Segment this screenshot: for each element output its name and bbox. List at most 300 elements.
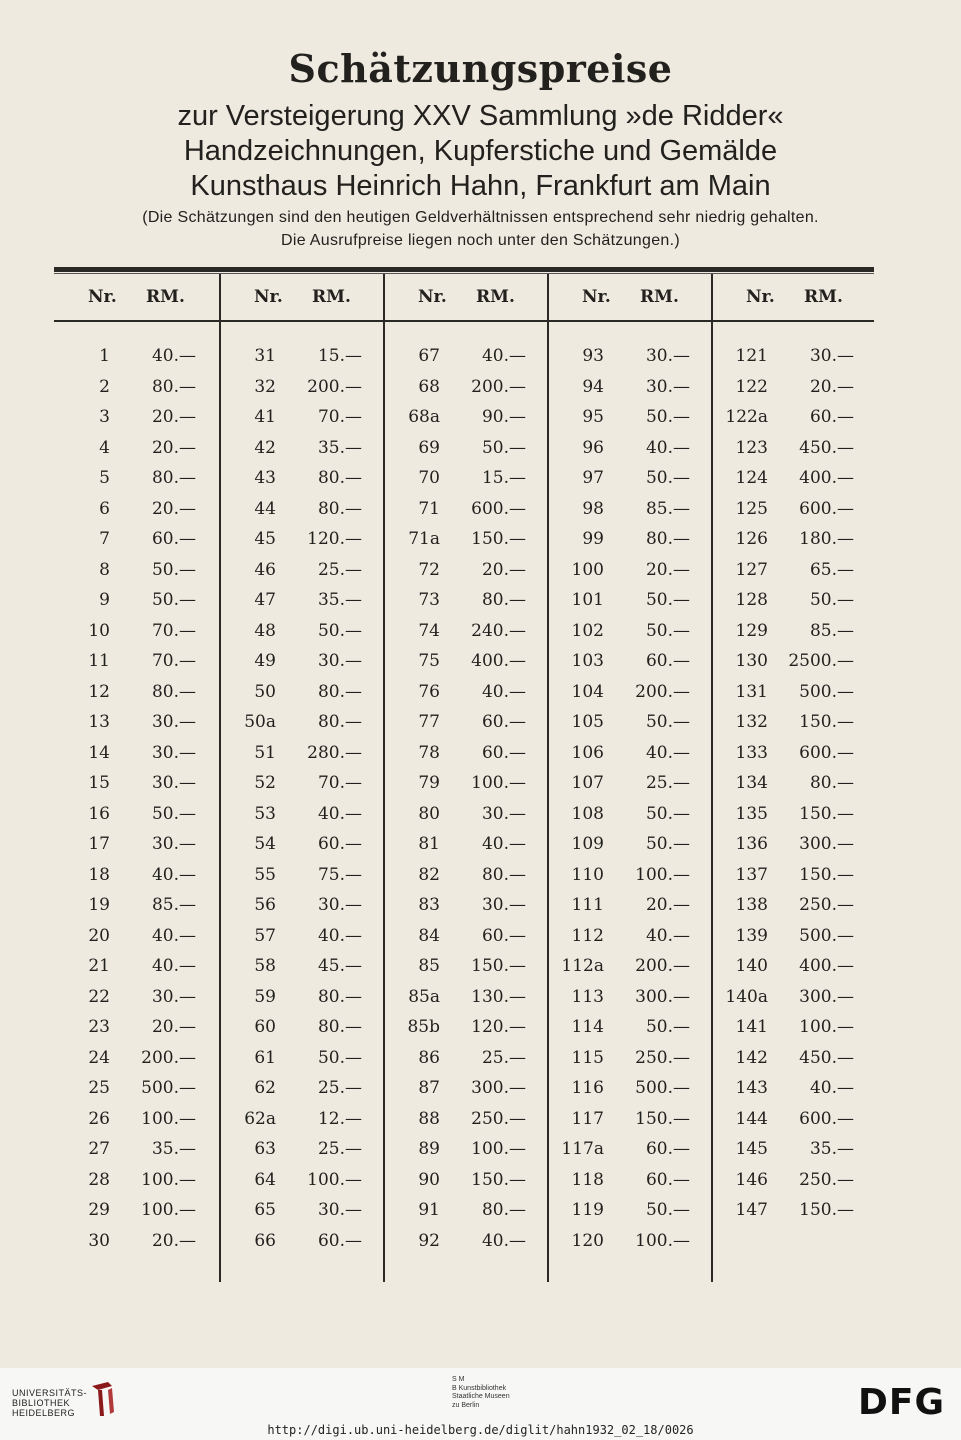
lot-number: 113 [571, 986, 604, 1007]
table-row [548, 651, 712, 682]
lot-number: 114 [571, 1017, 604, 1037]
lot-number: 135 [735, 803, 768, 824]
table-row [384, 773, 548, 804]
lot-number: 117a [561, 1139, 604, 1159]
table-row [220, 1017, 384, 1048]
museum-stamp: S M B Kunstbibliothek Staatliche Museen zu Berlin [452, 1376, 510, 1409]
estimate-price: 70.— [151, 651, 196, 671]
estimate-price: 35.— [151, 1139, 196, 1159]
table-row [220, 926, 384, 957]
table-row [548, 590, 712, 621]
lot-number: 85b [407, 1017, 440, 1037]
table-row [54, 834, 218, 865]
table-row [384, 804, 548, 835]
estimate-price: 500.— [799, 925, 854, 946]
table-row [712, 468, 876, 499]
lot-number: 103 [571, 651, 604, 671]
estimate-price: 20.— [645, 895, 690, 915]
estimate-price: 40.— [645, 437, 690, 458]
estimate-price: 2500.— [788, 651, 854, 671]
table-row [54, 1048, 218, 1079]
lot-number: 28 [88, 1169, 110, 1190]
table-row [54, 773, 218, 804]
estimate-price: 30.— [645, 376, 690, 397]
lot-number: 125 [735, 498, 768, 519]
lot-number: 97 [582, 468, 604, 488]
lot-number: 73 [418, 590, 440, 610]
estimate-price: 100.— [141, 1200, 196, 1220]
estimate-price: 30.— [809, 346, 854, 366]
table-row [712, 1139, 876, 1170]
estimate-price: 150.— [635, 1108, 690, 1129]
table-row [384, 956, 548, 987]
lot-number: 144 [735, 1108, 768, 1129]
estimate-price: 80.— [809, 773, 854, 793]
table-row [384, 1139, 548, 1170]
estimate-price: 60.— [645, 1169, 690, 1190]
table-header-rule [54, 320, 874, 322]
table-row [54, 1078, 218, 1109]
estimate-price: 25.— [317, 1139, 362, 1159]
estimate-price: 60.— [317, 834, 362, 854]
table-row [54, 529, 218, 560]
lot-number: 57 [254, 925, 276, 946]
estimate-price: 30.— [151, 712, 196, 732]
estimate-price: 20.— [151, 1230, 196, 1251]
lot-number: 89 [418, 1139, 440, 1159]
table-row [384, 682, 548, 713]
lot-number: 115 [571, 1047, 604, 1068]
lot-number: 81 [418, 834, 440, 854]
lot-number: 122 [735, 376, 768, 397]
lot-number: 102 [571, 620, 604, 641]
lot-number: 78 [418, 742, 440, 763]
estimate-price: 40.— [481, 346, 526, 366]
lot-number: 98 [582, 498, 604, 519]
table-row [548, 743, 712, 774]
estimate-price: 400.— [799, 468, 854, 488]
column-header-nr: Nr. [746, 287, 775, 307]
subtitle-auction: zur Versteigerung XXV Sammlung »de Ridder« [177, 100, 784, 132]
lot-number: 143 [735, 1078, 768, 1098]
estimate-price: 100.— [471, 1139, 526, 1159]
table-top-rule-thin [54, 273, 874, 274]
estimate-price: 500.— [141, 1078, 196, 1098]
lot-number: 69 [418, 437, 440, 458]
table-row [220, 712, 384, 743]
library-name: UNIVERSITÄTS- BIBLIOTHEK HEIDELBERG [12, 1388, 88, 1418]
table-row [712, 651, 876, 682]
lot-number: 56 [254, 895, 276, 915]
table-row [54, 682, 218, 713]
table-row [220, 773, 384, 804]
estimate-price: 35.— [809, 1139, 854, 1159]
lot-number: 63 [254, 1139, 276, 1159]
lot-number: 129 [735, 620, 768, 641]
table-row [712, 438, 876, 469]
estimate-price: 25.— [481, 1047, 526, 1068]
table-row [712, 834, 876, 865]
page-title: Schätzungspreise [288, 46, 673, 91]
lot-number: 80 [418, 803, 440, 824]
estimate-price: 50.— [151, 590, 196, 610]
table-row [548, 682, 712, 713]
table-row [548, 1231, 712, 1262]
lot-number: 29 [88, 1200, 110, 1220]
estimate-price: 50.— [645, 834, 690, 854]
table-row [712, 987, 876, 1018]
lot-number: 138 [735, 895, 768, 915]
estimate-price: 100.— [635, 1230, 690, 1251]
column-header-rm: RM. [640, 287, 679, 307]
table-row [54, 590, 218, 621]
estimate-price: 90.— [481, 407, 526, 427]
table-row [548, 712, 712, 743]
table-row [220, 956, 384, 987]
lot-number: 105 [571, 712, 604, 732]
lot-number: 128 [735, 590, 768, 610]
lot-number: 107 [571, 773, 604, 793]
estimate-price: 85.— [645, 498, 690, 519]
estimate-price: 100.— [471, 773, 526, 793]
table-row [384, 346, 548, 377]
lot-number: 96 [582, 437, 604, 458]
table-row [548, 1078, 712, 1109]
lot-number: 76 [418, 681, 440, 702]
estimate-price: 70.— [317, 407, 362, 427]
estimate-price: 120.— [307, 529, 362, 549]
lot-number: 62 [254, 1078, 276, 1098]
estimate-price: 50.— [645, 590, 690, 610]
table-row [712, 926, 876, 957]
lot-number: 54 [254, 834, 276, 854]
lot-number: 124 [735, 468, 768, 488]
estimate-price: 30.— [317, 895, 362, 915]
lot-number: 8 [99, 559, 110, 580]
estimate-price: 80.— [317, 712, 362, 732]
table-row [712, 712, 876, 743]
table-row [712, 895, 876, 926]
lot-number: 49 [254, 651, 276, 671]
lot-number: 71a [408, 529, 440, 549]
table-row [548, 1200, 712, 1231]
estimate-price: 15.— [481, 468, 526, 488]
table-row [54, 804, 218, 835]
lot-number: 61 [254, 1047, 276, 1068]
lot-number: 70 [418, 468, 440, 488]
note-line-1: (Die Schätzungen sind den heutigen Geldverhältnissen entsprechend sehr niedrig gehalten. [142, 209, 819, 226]
lot-number: 19 [88, 895, 110, 915]
lot-number: 5 [99, 468, 110, 488]
table-row [220, 804, 384, 835]
estimate-price: 30.— [151, 834, 196, 854]
lot-number: 50 [254, 681, 276, 702]
table-row [548, 865, 712, 896]
lot-number: 11 [88, 651, 110, 671]
table-top-rule [54, 267, 874, 272]
table-row [220, 1078, 384, 1109]
table-row [548, 529, 712, 560]
table-row [548, 1170, 712, 1201]
table-row [712, 621, 876, 652]
estimate-price: 40.— [809, 1078, 854, 1098]
table-row [220, 377, 384, 408]
estimate-price: 80.— [481, 590, 526, 610]
table-row [712, 590, 876, 621]
source-url[interactable]: http://digi.ub.uni-heidelberg.de/diglit/hahn1932_02_18/0026 [267, 1423, 694, 1437]
lot-number: 123 [735, 437, 768, 458]
lot-number: 130 [735, 651, 768, 671]
lot-number: 24 [88, 1047, 110, 1068]
table-row [384, 438, 548, 469]
table-row [548, 804, 712, 835]
lot-number: 139 [735, 925, 768, 946]
lot-number: 18 [88, 864, 110, 885]
lot-number: 71 [418, 498, 440, 519]
estimate-price: 30.— [481, 895, 526, 915]
estimate-price: 300.— [799, 986, 854, 1007]
column-header-rm: RM. [312, 287, 351, 307]
estimate-price: 300.— [799, 834, 854, 854]
lot-number: 13 [88, 712, 110, 732]
subtitle-contents: Handzeichnungen, Kupferstiche und Gemälde [183, 135, 778, 167]
lot-number: 79 [418, 773, 440, 793]
table-row [220, 1170, 384, 1201]
table-row [548, 1139, 712, 1170]
table-row [384, 377, 548, 408]
estimate-price: 40.— [317, 803, 362, 824]
estimate-price: 150.— [799, 864, 854, 885]
estimate-price: 60.— [645, 1139, 690, 1159]
lot-number: 84 [418, 925, 440, 946]
table-row [548, 346, 712, 377]
estimate-price: 30.— [317, 1200, 362, 1220]
estimate-price: 50.— [151, 559, 196, 580]
lot-number: 94 [582, 376, 604, 397]
table-row [548, 560, 712, 591]
table-row [384, 1231, 548, 1262]
library-logo-icon [88, 1380, 116, 1418]
estimate-price: 150.— [799, 803, 854, 824]
lot-number: 4 [99, 437, 110, 458]
lot-number: 141 [735, 1017, 768, 1037]
estimate-price: 50.— [645, 712, 690, 732]
table-row [384, 1200, 548, 1231]
table-row [712, 1109, 876, 1140]
table-row [712, 346, 876, 377]
table-row [548, 987, 712, 1018]
table-row [54, 1109, 218, 1140]
table-row [54, 438, 218, 469]
table-row [548, 407, 712, 438]
estimate-price: 100.— [141, 1169, 196, 1190]
lot-number: 91 [418, 1200, 440, 1220]
table-row [54, 346, 218, 377]
table-row [384, 560, 548, 591]
table-row [548, 621, 712, 652]
estimate-price: 150.— [799, 1200, 854, 1220]
lot-number: 137 [735, 864, 768, 885]
estimate-price: 150.— [471, 956, 526, 976]
estimate-price: 40.— [151, 864, 196, 885]
estimate-price: 60.— [481, 925, 526, 946]
estimate-price: 600.— [799, 1108, 854, 1129]
estimate-price: 50.— [151, 803, 196, 824]
estimate-price: 300.— [635, 986, 690, 1007]
estimate-price: 40.— [151, 956, 196, 976]
table-row [384, 621, 548, 652]
estimate-price: 120.— [471, 1017, 526, 1037]
estimate-price: 200.— [307, 376, 362, 397]
lot-number: 27 [88, 1139, 110, 1159]
estimate-price: 35.— [317, 590, 362, 610]
estimate-price: 80.— [317, 681, 362, 702]
lot-number: 68 [418, 376, 440, 397]
lot-number: 93 [582, 346, 604, 366]
table-row [220, 1139, 384, 1170]
lot-number: 88 [418, 1108, 440, 1129]
estimate-price: 50.— [645, 468, 690, 488]
table-row [384, 468, 548, 499]
estimate-price: 500.— [799, 681, 854, 702]
table-row [712, 956, 876, 987]
table-row [54, 1231, 218, 1262]
lot-number: 22 [88, 986, 110, 1007]
estimate-price: 12.— [317, 1108, 362, 1129]
table-row [548, 1048, 712, 1079]
table-row [384, 1078, 548, 1109]
estimate-price: 60.— [645, 651, 690, 671]
table-row [54, 956, 218, 987]
lot-number: 75 [418, 651, 440, 671]
table-row [548, 834, 712, 865]
table-row [220, 834, 384, 865]
estimate-price: 20.— [645, 559, 690, 580]
table-row [712, 407, 876, 438]
lot-number: 43 [254, 468, 276, 488]
estimate-price: 100.— [307, 1169, 362, 1190]
lot-number: 118 [571, 1169, 604, 1190]
column-header-rm: RM. [804, 287, 843, 307]
table-row [54, 865, 218, 896]
lot-number: 110 [571, 864, 604, 885]
lot-number: 60 [254, 1017, 276, 1037]
estimate-price: 200.— [635, 956, 690, 976]
table-row [54, 895, 218, 926]
estimate-price: 100.— [141, 1108, 196, 1129]
table-row [548, 468, 712, 499]
lot-number: 77 [418, 712, 440, 732]
lot-number: 32 [254, 376, 276, 397]
estimate-price: 250.— [635, 1047, 690, 1068]
table-row [54, 407, 218, 438]
table-row [54, 468, 218, 499]
estimate-price: 25.— [645, 773, 690, 793]
column-header-nr: Nr. [582, 287, 611, 307]
lot-number: 101 [571, 590, 604, 610]
table-row [712, 743, 876, 774]
table-row [712, 1200, 876, 1231]
estimate-price: 60.— [481, 742, 526, 763]
estimate-price: 250.— [471, 1108, 526, 1129]
lot-number: 3 [99, 407, 110, 427]
lot-number: 21 [88, 956, 110, 976]
lot-number: 23 [88, 1017, 110, 1037]
lot-number: 10 [88, 620, 110, 641]
lot-number: 126 [735, 529, 768, 549]
lot-number: 51 [254, 742, 276, 763]
estimate-price: 400.— [471, 651, 526, 671]
estimate-price: 20.— [809, 376, 854, 397]
lot-number: 119 [571, 1200, 604, 1220]
estimate-price: 30.— [645, 346, 690, 366]
estimate-price: 20.— [151, 437, 196, 458]
estimate-price: 80.— [317, 498, 362, 519]
lot-number: 47 [254, 590, 276, 610]
estimate-price: 70.— [317, 773, 362, 793]
table-row [220, 1231, 384, 1262]
estimate-price: 60.— [151, 529, 196, 549]
lot-number: 6 [99, 498, 110, 519]
lot-number: 109 [571, 834, 604, 854]
estimate-price: 60.— [317, 1230, 362, 1251]
estimate-price: 250.— [799, 895, 854, 915]
lot-number: 12 [88, 681, 110, 702]
lot-number: 48 [254, 620, 276, 641]
lot-number: 86 [418, 1047, 440, 1068]
lot-number: 64 [254, 1169, 276, 1190]
table-row [54, 621, 218, 652]
table-row [54, 499, 218, 530]
estimate-price: 80.— [317, 468, 362, 488]
lot-number: 131 [735, 681, 768, 702]
lot-number: 44 [254, 498, 276, 519]
table-row [220, 1200, 384, 1231]
estimate-price: 450.— [799, 437, 854, 458]
lot-number: 55 [254, 864, 276, 885]
estimate-price: 600.— [799, 742, 854, 763]
estimate-price: 80.— [151, 681, 196, 702]
estimate-price: 200.— [471, 376, 526, 397]
table-row [54, 743, 218, 774]
estimate-price: 70.— [151, 620, 196, 641]
estimate-price: 35.— [317, 437, 362, 458]
estimate-price: 60.— [481, 712, 526, 732]
estimate-price: 75.— [317, 864, 362, 885]
estimate-price: 50.— [809, 590, 854, 610]
lot-number: 62a [244, 1108, 276, 1129]
estimate-price: 600.— [471, 498, 526, 519]
lot-number: 58 [254, 956, 276, 976]
table-row [54, 377, 218, 408]
estimate-price: 50.— [645, 1200, 690, 1220]
lot-number: 104 [571, 681, 604, 702]
column-header-rm: RM. [476, 287, 515, 307]
table-row [384, 1048, 548, 1079]
estimate-price: 280.— [307, 742, 362, 763]
column-header-nr: Nr. [88, 287, 117, 307]
column-header-rm: RM. [146, 287, 185, 307]
table-row [220, 346, 384, 377]
lot-number: 7 [99, 529, 110, 549]
lot-number: 67 [418, 346, 440, 366]
table-row [712, 1170, 876, 1201]
table-row [54, 560, 218, 591]
lot-number: 30 [88, 1230, 110, 1251]
table-row [548, 438, 712, 469]
lot-number: 41 [254, 407, 276, 427]
dfg-logo: DFG [857, 1382, 945, 1423]
